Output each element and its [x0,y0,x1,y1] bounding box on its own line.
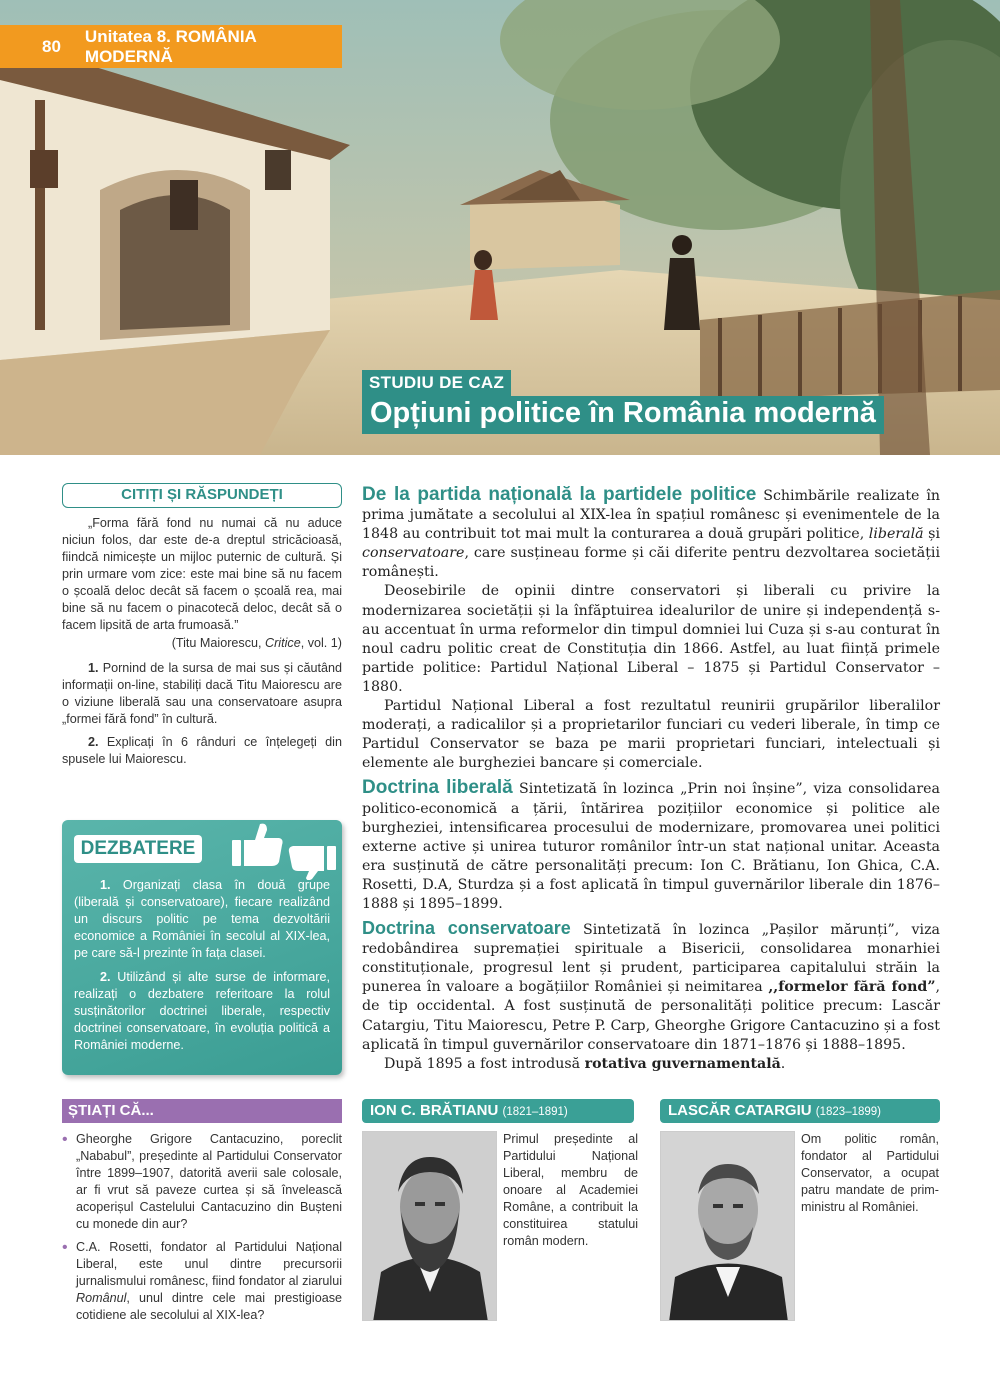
quote-source [62,635,342,652]
question-text: Explicați în 6 rânduri ce înțelegeți din spusele lui Maiorescu. [62,735,342,766]
paragraph: Partidul Național Liberal a fost rezultatul reunirii grupărilor liberalilor moderați, a radicalilor și a proprietarilor funciari cu vederi liberale, în timp ce Partidul Conservator se baza pe marii proprietari funciari, intelectuali și elemente ale burgheziei bancare și comerciale. [362,698,940,772]
section-heading: Doctrina liberală [362,777,513,799]
question-number: 1. [88,661,99,675]
did-you-know-list [62,1131,342,1330]
section-text: , de tip occidental. A fost susținută de personalități politice precum: Lascăr Catargiu, Titu Maiorescu, Petre P. Carp, Gheorghe Grigore Cantacuzino și a fost aplicată în timpul guvernărilor conservatoare din 1871–1876 și 1888–1895. [362,979,940,1053]
bold-term: ,,formelor fără fond” [768,979,936,996]
list-item-text: C.A. Rosetti, fondator al Partidului Național Liberal, este unul dintre precursorii jurnalismului românesc, fiind fondator al ziarului [76,1240,342,1288]
portrait-catargiu-image [661,1132,795,1321]
section-national-party [362,485,940,582]
portrait-bratianu-image [363,1132,497,1321]
section-text: Schimbările realizate în prima jumătate a secolului al XIX-lea în spațiul românesc și evenimentele de la 1848 au contribuit tot mai mult la conturarea a două grupări politice, [362,488,940,543]
paragraph [362,1055,940,1074]
read-answer-title: CITIȚI ȘI RĂSPUNDEȚI [62,483,342,508]
list-item: • Gheorghe Grigore Cantacuzino, poreclit „Nababul”, președinte al Partidului Conservator între 1899–1907, datorită averii sale colosale, ar fi vrut să paveze curtea și să învelească acoperișul Castelului Cantacuzino din Bușteni cu monede din aur? [62,1131,342,1233]
maiorescu-quote: „Forma fără fond nu numai că nu aduce niciun folos, dar este de-a dreptul stricăcioasă, fiindcă nimicește un mijloc puternic de cultură. Și prin urmare vom zice: este mai bine să nu facem o școală deloc decât să facem o școală rea, mai bine să nu facem o pinacotecă deloc, decât să o facem lipsită de arta frumoasă.” [62,516,342,632]
question-text: Utilizând și alte surse de informare, realizați o dezbatere referitoare la rolul susținătorilor doctrinei liberale, respectiv doctrinei conservatoare, în evoluția politică a României moderne. [74,970,330,1052]
section-liberal-doctrine [362,778,940,914]
question-number: 2. [88,735,99,749]
portrait-catargiu [660,1131,795,1321]
italic-term: Românul [76,1291,127,1305]
question-text: Pornind de la sursa de mai sus și căutând informații on-line, stabiliți dacă Titu Maiorescu are o viziune liberală sau una conservatoare asupra „formei fără fond” în cultură. [62,661,342,726]
debate-question-2 [74,969,330,1054]
thumbs-up-down-icon [227,820,342,880]
question-text: Organizați clasa în două grupe (liberală și conservatoare), fiecare realizând un discurs politic pe tema dezvoltării economice a României în secolul al XIX-lea, pe care să-l prezinte în fața clasei. [74,878,330,960]
case-study-label: STUDIU DE CAZ [362,370,511,396]
debate-box [62,820,342,1075]
section-text: Sintetizată în lozinca „Pașilor mărunți”, viza redobândirea supremației spirituale a Bisericii, consolidarea monarhiei constituționale, progresul lent și prudent, participarea capitalului străin la punerea în valoare a bogățiilor României și neimitarea [362,922,941,996]
profile-title-catargiu [660,1099,940,1123]
section-text: . [780,1055,786,1072]
main-article [362,483,940,1074]
section-conservative-doctrine [362,919,940,1055]
unit-title: Unitatea 8. ROMÂNIA MODERNĂ [84,26,257,66]
source-prefix: (Titu Maiorescu, [171,636,266,650]
profile-title-bratianu [362,1099,634,1123]
profile-years: (1823–1899) [815,1106,882,1118]
profile-name: LASCĂR CATARGIU [668,1102,812,1119]
debate-question-1 [74,877,330,962]
question-number: 1. [100,878,111,892]
source-work: Critice [265,636,301,650]
source-suffix: , vol. 1) [300,636,342,650]
section-heading: Doctrina conservatoare [362,918,571,939]
section-text: și [923,526,941,543]
section-text: , care susțineau forme și căi diferite pentru dezvoltarea societății românești. [362,545,940,581]
section-heading: De la partida națională la partidele politice [362,484,757,505]
case-study-title: Opțiuni politice în România modernă [362,396,884,434]
paragraph: Deosebirile de opinii dintre conservatori și liberali cu privire la modernizarea societății și la înfăptuirea idealurilor de unire și independență s-au accentuat în urma reformelor din timpul domniei lui Cuza și s-au conturat în noul cadru politic creat de Constituția din 1866. Astfel, au luat ființă primele partide politice: Partidul Național Liberal – 1875 și Partidul Conservator – 1880. [362,583,940,695]
profile-text-bratianu: Primul președinte al Partidului Național Liberal, membru de onoare al Academiei Române, a contribuit la constituirea statului român modern. [503,1132,638,1248]
read-answer-content [62,515,342,768]
profile-text-catargiu: Om politic român, fondator al Partidului Conservator, a ocupat patru mandate de prim-ministru al României. [801,1132,939,1214]
bold-term: rotativa guvernamentală [584,1055,781,1072]
profile-years: (1821–1891) [502,1106,568,1118]
did-you-know-title: ȘTIAȚI CĂ... [62,1099,342,1123]
hero-painting [0,0,1000,455]
unit-header-tab [0,25,342,68]
portrait-bratianu [362,1131,497,1321]
italic-term: conservatoare [362,545,465,562]
section-text: Sintetizată în lozinca „Prin noi înșine”, viza consolidarea politico-economică a țării, întărirea pozițiilor economice și politice ale burgheziei, intensificarea procesului de modernizare, promovarea unei politici externe active și unirea tuturor românilor într-un stat național unitar. Aceasta era susținută de către personalități precum: Ion C. Brătianu, Ion Ghica, C.A. Rosetti, D.A, Sturdza și a fost aplicată în timpul guvernărilor liberale din 1876–1888 și 1895–1899. [362,781,940,912]
read-question-2 [62,734,342,768]
read-question-1 [62,660,342,728]
page-number: 80 [42,36,61,56]
question-number: 2. [100,970,111,984]
italic-term: liberală [868,526,924,543]
list-item-text: , unul dintre cele mai prestigioase cotidiene ale secolului al XIX-lea? [76,1291,342,1322]
debate-title: DEZBATERE [74,835,202,863]
section-text: După 1895 a fost introdusă [384,1055,585,1072]
profile-name: ION C. BRĂTIANU [370,1102,499,1119]
list-item [62,1239,342,1324]
debate-content [74,877,330,1061]
